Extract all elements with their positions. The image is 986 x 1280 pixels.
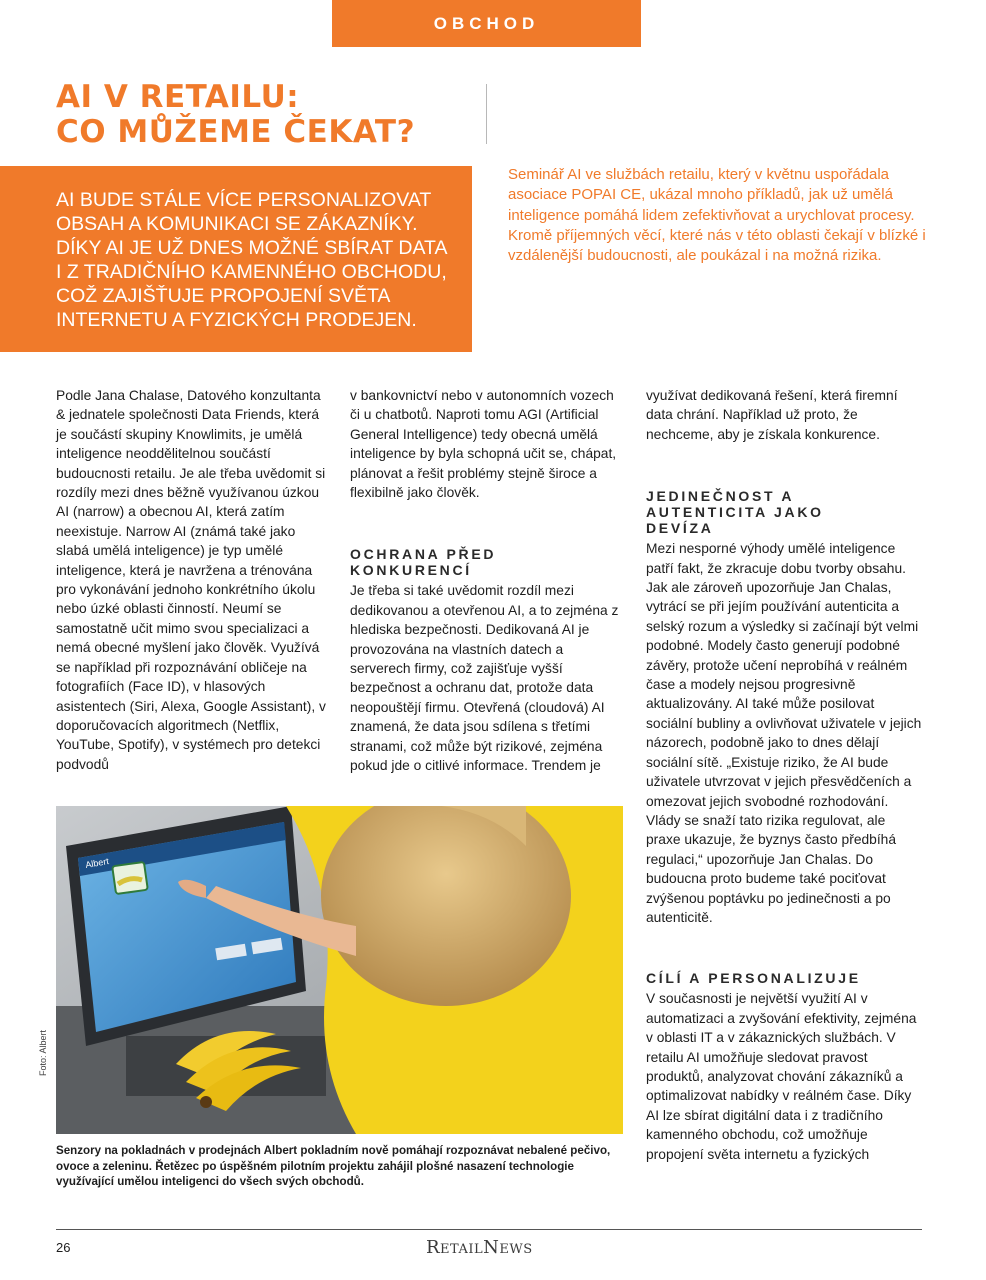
col3-paragraph-3: V současnosti je největší využití AI v automatizaci a zvyšování efektivity, zejména v oblasti IT a v zákaznických službách. V retailu AI umožňuje sledovat pravost produktů, analyzovat chování zákazníků a optimalizovat nabídky v reálném čase. Díky AI lze sbírat digitální data i z tradičního kamenného obchodu, což umožňuje propojení světa internetu a fyzických xyxy=(646,991,917,1162)
photo-illustration xyxy=(56,806,623,1134)
title-line-1: AI V RETAILU: xyxy=(56,79,300,115)
magazine-logo: RetailNews xyxy=(426,1237,533,1258)
column-2 xyxy=(350,386,622,776)
photo-credit: Foto: Albert xyxy=(38,1029,48,1076)
col2-paragraph-2: Je třeba si také uvědomit rozdíl mezi dedikovanou a otevřenou AI, a to zejména z hlediska bezpečnosti. Dedikovaná AI je provozována na vlastních datech a serverech firmy, což zajišťuje vyšší bezpečnost a ochranu dat, protože data neopouštějí firmu. Otevřená (cloudová) AI znamená, že data jsou sdílena s třetími stranami, což může být rizikové, zejména pokud jde o citlivé informace. Trendem je xyxy=(350,583,619,774)
col3-paragraph-2: Mezi nesporné výhody umělé inteligence patří fakt, že zkracuje dobu tvorby obsahu. Jak ale zároveň upozorňuje Jan Chalas, vytrácí se při jejím používání autenticita a selský rozum a výsledky si začínají být velmi podobné. Modely často generují podobné závěry, protože učení neprobíhá v reálném čase a modely nejsou progresivně aktualizovány. AI také může posilovat sociální bubliny a ovlivňovat uživatele v jejich názorech, podobně jako to dnes dělají sociální sítě. „Existuje riziko, že AI bude uživatele utvrzovat v jejich přesvědčeních a omezovat jejich svobodné rozhodování. Vlády se snaží tato rizika regulovat, ale praxe ukazuje, že byznys často předbíhá regulaci,“ upozorňuje Jan Chalas. Do budoucna proto budeme také pociťovat zvýšenou poptávku po jedinečnosti a po autenticitě. xyxy=(646,541,922,925)
column-1 xyxy=(56,386,326,774)
heading-ochrana: OCHRANA PŘED KONKURENCÍ xyxy=(350,546,497,579)
column-3 xyxy=(646,386,922,1164)
intro-paragraph: Seminář AI ve službách retailu, který v květnu uspořádala asociace POPAI CE, ukázal mnoho příkladů, jak už umělá inteligence pomáhá lidem zefektivňovat a urychlovat procesy. Kromě příjemných věcí, které nás v této oblasti čekají v blízké i vzdálenější budoucnosti, ale poukázal i na možná rizika. xyxy=(508,166,926,265)
screen-brand-label: Albert xyxy=(84,856,110,870)
article-title xyxy=(56,80,415,150)
title-divider xyxy=(486,84,487,144)
page-number: 26 xyxy=(56,1240,71,1255)
section-tag: OBCHOD xyxy=(332,0,641,47)
col1-paragraph-1: Podle Jana Chalase, Datového konzultanta & jednatele společnosti Data Friends, která je součástí skupiny Knowlimits, je umělá inteligence neoddělitelnou součástí budoucnosti retailu. Je ale třeba uvědomit si rozdíly mezi dnes běžně využívanou úzkou AI (narrow) a obecnou AI, která zatím neexistuje. Narrow AI (známá také jako slabá umělá inteligence) je typ umělé inteligence, která je navržena a trénována pro vykonávání jednoho konkrétního úkolu nebo úzké oblasti činností. Neumí se samostatně učit mimo svou specializaci a nemá obecné myšlení jako člověk. Využívá se například při rozpoznávání obličeje na fotografiích (Face ID), v hlasových asistentech (Siri, Alexa, Google Assistant), v doporučovacích algoritmech (Netflix, YouTube, Spotify), v systémech pro detekci podvodů xyxy=(56,388,326,772)
lead-box xyxy=(0,166,472,352)
photo-caption: Senzory na pokladnách v prodejnách Albert pokladním nově pomáhají rozpoznávat nebalené pečivo, ovoce a zeleninu. Řetězec po úspěšném pilotním projektu zahájil plošné nasazení technologie využívající umělou inteligenci do všech svých obchodů. xyxy=(56,1144,611,1188)
footer-rule xyxy=(56,1229,922,1230)
lead-text: AI BUDE STÁLE VÍCE PERSONALIZOVAT OBSAH A KOMUNIKACI SE ZÁKAZNÍKY. DÍKY AI JE UŽ DNES MOŽNÉ SBÍRAT DATA I Z TRADIČNÍHO KAMENNÉHO OBCHODU, COŽ ZAJIŠŤUJE PROPOJENÍ SVĚTA INTERNETU A FYZICKÝCH PRODEJEN. xyxy=(56,189,447,331)
col3-paragraph-1: využívat dedikovaná řešení, která firemní data chrání. Například už proto, že nechceme, aby je získala konkurence. xyxy=(646,388,898,442)
heading-jedinecnost: JEDINEČNOST A AUTENTICITA JAKO DEVÍZA xyxy=(646,488,824,537)
col2-paragraph-1: v bankovnictví nebo v autonomních vozech či u chatbotů. Naproti tomu AGI (Artificial General Intelligence) tedy obecná umělá inteligence by byla schopná učit se, chápat, plánovat a řešit problémy stejně široce a flexibilně jako člověk. xyxy=(350,388,617,501)
photo-self-checkout xyxy=(56,806,623,1134)
heading-cili: CÍLÍ A PERSONALIZUJE xyxy=(646,970,861,987)
title-line-2: CO MŮŽEME ČEKAT? xyxy=(56,114,416,150)
